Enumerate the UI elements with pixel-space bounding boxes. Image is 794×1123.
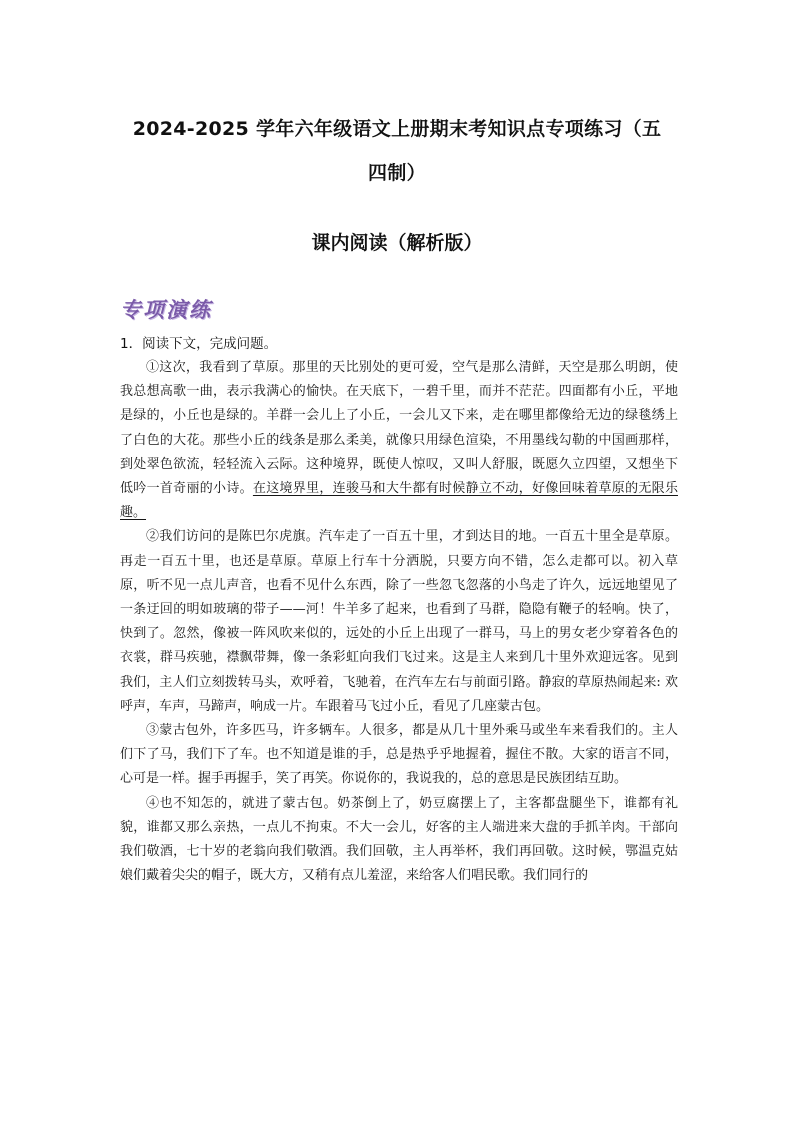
reading-passage bbox=[120, 356, 678, 888]
passage-paragraph-3: ③蒙古包外，许多匹马，许多辆车。人很多，都是从几十里外乘马或坐车来看我们的。主人们下了马，我们下了车。也不知道是谁的手，总是热乎乎地握着，握住不散。大家的语言不同，心可是一样。握手再握手，笑了再笑。你说你的，我说我的，总的意思是民族团结互助。 bbox=[120, 723, 678, 787]
section-badge: 专项演练 bbox=[120, 297, 212, 322]
paragraph-1-text: ①这次，我看到了草原。那里的天比别处的更可爱，空气是那么清鲜，天空是那么明朗，使我总想高歌一曲，表示我满心的愉快。在天底下，一碧千里，而并不茫茫。四面都有小丘，平地是绿的，小丘也是绿的。羊群一会儿上了小丘，一会儿又下来，走在哪里都像给无边的绿毯绣上了白色的大花。那些小丘的线条是那么柔美，就像只用绿色渲染，不用墨线勾勒的中国画那样，到处翠色欲流，轻轻流入云际。这种境界，既使人惊叹，又叫人舒服，既愿久立四望，又想坐下低吟一首奇丽的小诗。 bbox=[120, 360, 678, 497]
question-label: 1．阅读下文，完成问题。 bbox=[120, 336, 278, 352]
document-title-line-2: 四制） bbox=[368, 162, 426, 184]
passage-paragraph-2: ②我们访问的是陈巴尔虎旗。汽车走了一百五十里，才到达目的地。一百五十里全是草原。再走一百五十里，也还是草原。草原上行车十分洒脱，只要方向不错，怎么走都可以。初入草原，听不见一点儿声音，也看不见什么东西，除了一些忽飞忽落的小鸟走了许久，远远地望见了一条迂回的明如玻璃的带子——河！牛羊多了起来，也看到了马群，隐隐有鞭子的轻响。快了，快到了。忽然，像被一阵风吹来似的，远处的小丘上出现了一群马，马上的男女老少穿着各色的衣裳，群马疾驰，襟飘带舞，像一条彩虹向我们飞过来。这是主人来到几十里外欢迎远客。见到我们，主人们立刻拨转马头，欢呼着，飞驰着，在汽车左右与前面引路。静寂的草原热闹起来: 欢呼声，车声，马蹄声，响成一片。车跟着马飞过小丘，看见了几座蒙古包。 bbox=[120, 529, 678, 714]
document-title-line-1: 2024-2025 学年六年级语文上册期末考知识点专项练习（五 bbox=[132, 118, 662, 140]
underlined-sentence: 在这境界里，连骏马和大牛都有时候静立不动，好像回味着草原的无限乐趣。 bbox=[120, 481, 678, 521]
document-subtitle: 课内阅读（解析版） bbox=[311, 232, 483, 254]
passage-paragraph-1 bbox=[120, 356, 678, 525]
passage-paragraph-4: ④也不知怎的，就进了蒙古包。奶茶倒上了，奶豆腐摆上了，主客都盘腿坐下，谁都有礼貌，谁都又那么亲热，一点儿不拘束。不大一会儿，好客的主人端进来大盘的手抓羊肉。干部向我们敬酒，七十岁的老翁向我们敬酒。我们回敬，主人再举杯，我们再回敬。这时候，鄂温克姑娘们戴着尖尖的帽子，既大方，又稍有点儿羞涩，来给客人们唱民歌。我们同行的 bbox=[120, 795, 678, 884]
